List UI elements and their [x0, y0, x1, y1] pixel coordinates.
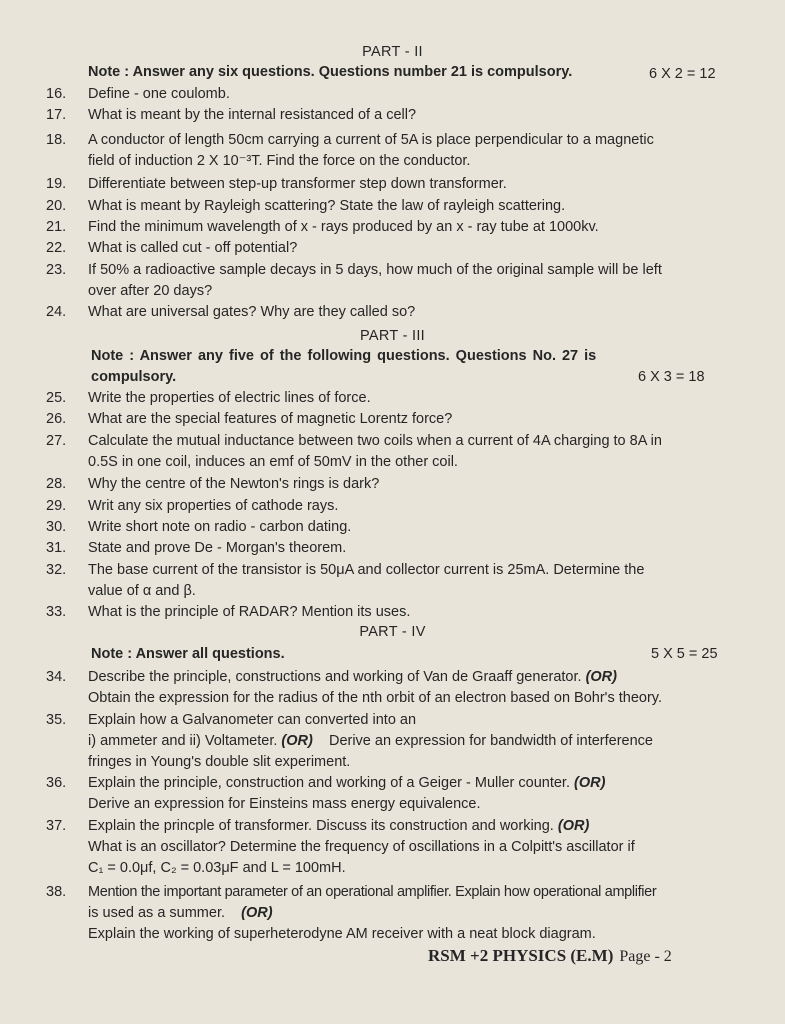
part-iv-heading: PART - IV [359, 624, 426, 640]
question-number: 18. [46, 132, 67, 148]
question-text: over after 20 days? [88, 283, 213, 299]
question-number: 29. [46, 498, 67, 514]
part-ii-note: Note : Answer any six questions. Questions number 21 is compulsory. [88, 64, 573, 80]
footer-title: RSM +2 PHYSICS (E.M) [428, 946, 614, 965]
question-text: What is meant by Rayleigh scattering? State the law of rayleigh scattering. [88, 198, 566, 214]
question-number: 19. [46, 176, 67, 192]
question-number: 32. [46, 562, 67, 578]
question-number: 31. [46, 540, 67, 556]
question-text: What is meant by the internal resistanced of a cell? [88, 107, 417, 123]
question-number: 30. [46, 519, 67, 535]
question-text: Write the properties of electric lines of force. [88, 390, 371, 406]
question-text: field of induction 2 X 10⁻³T. Find the force on the conductor. [88, 153, 471, 169]
part-ii-marks: 6 X 2 = 12 [649, 66, 716, 82]
part-iv-note: Note : Answer all questions. [91, 646, 285, 662]
question-text: State and prove De - Morgan's theorem. [88, 540, 347, 556]
page-footer [428, 946, 672, 966]
question-text: 0.5S in one coil, induces an emf of 50mV in the other coil. [88, 454, 458, 470]
question-number: 33. [46, 604, 67, 620]
question-number: 24. [46, 304, 67, 320]
exam-page: PART - II Note : Answer any six questions. Questions number 21 is compulsory. 6 X 2 = 12 16. Define - one coulomb. 17. What is meant by the internal resistanced of a cell? 18. A conductor of length 50cm carrying a current of 5A is place perpendicular to a magnetic field of induction 2 X 10⁻³T. Find the force on the conductor. 19. Differentiate between step-up transformer step down transformer. 20. What is meant by Rayleigh scattering? State the law of rayleigh scattering. 21. Find the minimum wavelength of x - rays produced by an x - ray tube at 1000kv. 22. What is called cut - off potential? 23. If 50% a radioactive sample decays in 5 days, how much of the original sample will be left over after 20 days? 24. What are universal gates? Why are they called so? PART - III Note : Answer any five of the following questions. Questions No. 27 is compulsory. 6 X 3 = 18 25. Write the properties of electric lines of force. 26. What are the special features of magnetic Lorentz force? 27. Calculate the mutual inductance between two coils when a current of 4A charging to 8A in 0.5S in one coil, induces an emf of 50mV in the other coil. 28. Why the centre of the Newton's rings is dark? 29. Writ any six properties of cathode rays. 30. Write short note on radio - carbon dating. 31. State and prove De - Morgan's theorem. 32. The base current of the transistor is 50μA and collector current is 25mA. Determine the value of α and β. 33. What is the principle of RADAR? Mention its uses. PART - IV Note : Answer all questions. 5 X 5 = 25 34. Describe the principle, constructions and working of Van de Graaff generator. (OR) Obtain the expression for the radius of the nth orbit of an electron based on Bohr's theory. 35. Explain how a Galvanometer can converted into an i) ammeter and ii) Voltameter. (OR) Derive an expression for bandwidth of interference fringes in Young's double slit experiment. 36. Explain the principle, construction and working of a Geiger - Muller counter. (OR) Derive an expression for Einsteins mass energy equivalence. 37. Explain the princple of transformer. Discuss its construction and working. (OR) What is an oscillator? Determine the frequency of oscillations in a Colpitt's ascillator if C₁ = 0.0μf, C₂ = 0.03μF and L = 100mH. 38. Mention the important parameter of an operational amplifier. Explain how operational amplifier is used as a summer. (OR) Explain the working of superheterodyne AM receiver with a neat block diagram. RSM +2 PHYSICS (E.M) Page - 2 [0, 0, 785, 1024]
question-text: A conductor of length 50cm carrying a current of 5A is place perpendicular to a magnetic [88, 132, 654, 148]
question-text: What is called cut - off potential? [88, 240, 298, 256]
question-text: Find the minimum wavelength of x - rays produced by an x - ray tube at 1000kv. [88, 219, 599, 235]
part-ii-heading: PART - II [362, 44, 423, 60]
part-iii-heading: PART - III [359, 328, 426, 344]
part-iii-note-cont: compulsory. [91, 369, 177, 385]
question-number: 27. [46, 433, 67, 449]
question-text: Define - one coulomb. [88, 86, 230, 102]
question-text: Writ any six properties of cathode rays. [88, 498, 339, 514]
question-text: What are universal gates? Why are they called so? [88, 304, 416, 320]
footer-page-number: Page - 2 [619, 948, 672, 965]
question-text: Differentiate between step-up transformer step down transformer. [88, 176, 507, 192]
question-text: What are the special features of magnetic Lorentz force? [88, 411, 453, 427]
question-number: 28. [46, 476, 67, 492]
question-text: If 50% a radioactive sample decays in 5 days, how much of the original sample will be left [88, 262, 662, 278]
part-iv-marks: 5 X 5 = 25 [651, 646, 718, 662]
question-number: 26. [46, 411, 67, 427]
question-text: What is the principle of RADAR? Mention its uses. [88, 604, 411, 620]
question-number: 22. [46, 240, 67, 256]
question-text: value of α and β. [88, 583, 196, 599]
question-text: The base current of the transistor is 50μA and collector current is 25mA. Determine the [88, 562, 645, 578]
question-text: Calculate the mutual inductance between two coils when a current of 4A charging to 8A in [88, 433, 662, 449]
question-number: 16. [46, 86, 67, 102]
question-number: 25. [46, 390, 67, 406]
part-iii-note: Note : Answer any five of the following questions. Questions No. 27 is [91, 348, 597, 364]
question-text: Write short note on radio - carbon dating. [88, 519, 352, 535]
question-number: 21. [46, 219, 67, 235]
question-number: 23. [46, 262, 67, 278]
question-text: Why the centre of the Newton's rings is dark? [88, 476, 380, 492]
part-iii-marks: 6 X 3 = 18 [638, 369, 705, 385]
question-number: 20. [46, 198, 67, 214]
question-number: 17. [46, 107, 67, 123]
